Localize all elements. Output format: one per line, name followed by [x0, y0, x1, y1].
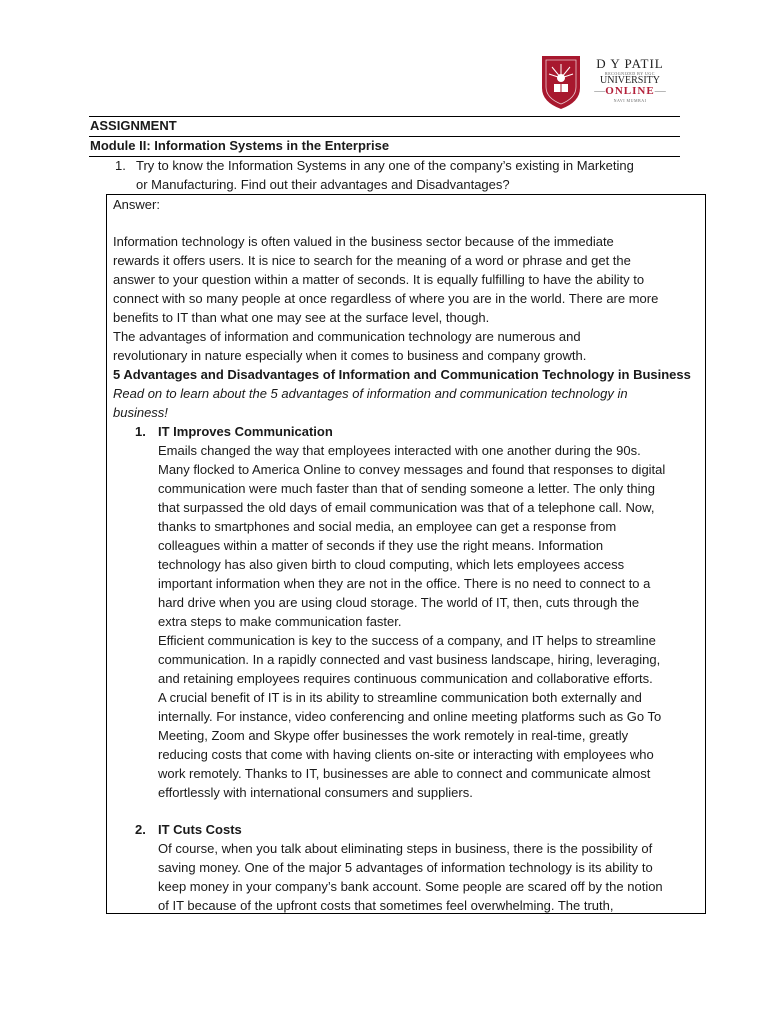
- item-line: Emails changed the way that employees interacted with one another during the 90s.: [158, 443, 641, 458]
- question-line: Try to know the Information Systems in any one of the company’s existing in Marketing: [136, 158, 634, 173]
- item-number: 1.: [135, 424, 146, 439]
- logo-name: D Y PATIL: [596, 56, 664, 71]
- item-title: IT Cuts Costs: [158, 822, 242, 837]
- item-line: effortlessly with international consumers and suppliers.: [158, 785, 473, 800]
- logo-online: ONLINE: [605, 85, 655, 97]
- assignment-title: ASSIGNMENT: [90, 118, 177, 133]
- item-line: saving money. One of the major 5 advantages of information technology is its ability to: [158, 860, 653, 875]
- item-line: important information when they are not in the office. There is no need to connect to a: [158, 576, 651, 591]
- lead-line: Read on to learn about the 5 advantages of information and communication technology in: [113, 386, 628, 401]
- intro-line: connect with so many people at once regardless of where you are in the world. There are more: [113, 291, 659, 306]
- logo-online-wrap: —ONLINE—: [594, 85, 666, 97]
- question-line: or Manufacturing. Find out their advantages and Disadvantages?: [136, 177, 510, 192]
- item-title: IT Improves Communication: [158, 424, 333, 439]
- item-line: colleagues within a matter of seconds if they use the right means. Information: [158, 538, 604, 553]
- logo-university: UNIVERSITY: [600, 75, 660, 86]
- item-line: work remotely. Thanks to IT, businesses are able to connect and communicate almost: [158, 766, 651, 781]
- logo-location: NAVI MUMBAI: [613, 98, 647, 103]
- item-line: Meeting, Zoom and Skype offer businesses the work remotely in real-time, greatly: [158, 728, 629, 743]
- item-line: communication were much faster than that of sending someone a letter. The only thing: [158, 481, 655, 496]
- item-number: 2.: [135, 822, 146, 837]
- intro-line: rewards it offers users. It is nice to search for the meaning of a word or phrase and get the: [113, 253, 631, 268]
- intro-line: benefits to IT than what one may see at the surface level, though.: [113, 310, 490, 325]
- intro-line: answer to your question within a matter of seconds. It is equally fulfilling to have the ability to: [113, 272, 645, 287]
- lead-line: business!: [113, 405, 168, 420]
- question-number: 1.: [115, 158, 126, 173]
- item-line: A crucial benefit of IT is in its ability to streamline communication both externally and: [158, 690, 642, 705]
- intro-line: revolutionary in nature especially when it comes to business and company growth.: [113, 348, 587, 363]
- answer-label: Answer:: [113, 197, 160, 212]
- item-line: extra steps to make communication faster.: [158, 614, 402, 629]
- item-line: keep money in your company’s bank account. Some people are scared off by the notion: [158, 879, 663, 894]
- item-line: hard drive when you are using cloud storage. The world of IT, then, cuts through the: [158, 595, 640, 610]
- item-line: thanks to smartphones and social media, an employee can get a response from: [158, 519, 617, 534]
- item-line: reducing costs that come with having clients on-site or interacting with employees who: [158, 747, 654, 762]
- item-line: of IT because of the upfront costs that sometimes feel overwhelming. The truth,: [158, 898, 614, 913]
- item-line: Of course, when you talk about eliminating steps in business, there is the possibility of: [158, 841, 653, 856]
- item-line: communication. In a rapidly connected and vast business landscape, hiring, leveraging,: [158, 652, 661, 667]
- item-line: Efficient communication is key to the success of a company, and IT helps to streamline: [158, 633, 656, 648]
- item-line: technology has also given birth to cloud computing, which lets employees access: [158, 557, 625, 572]
- item-line: and retaining employees requires continuous communication and collaborative efforts.: [158, 671, 653, 686]
- intro-line: Information technology is often valued in the business sector because of the immediate: [113, 234, 614, 249]
- university-logo: [540, 54, 672, 110]
- item-line: that surpassed the old days of email communication was that of a telephone call. Now,: [158, 500, 655, 515]
- item-line: internally. For instance, video conferencing and online meeting platforms such as Go To: [158, 709, 662, 724]
- shield-emblem-icon: [540, 54, 582, 110]
- logo-tagline: RECOGNIZED BY UGC: [605, 71, 655, 76]
- header-rule-top: [89, 116, 680, 117]
- intro-line: The advantages of information and communication technology are numerous and: [113, 329, 581, 344]
- section-heading: 5 Advantages and Disadvantages of Information and Communication Technology in Business: [113, 367, 691, 382]
- item-line: Many flocked to America Online to convey messages and found that responses to digital: [158, 462, 666, 477]
- module-title: Module II: Information Systems in the Enterprise: [90, 138, 390, 153]
